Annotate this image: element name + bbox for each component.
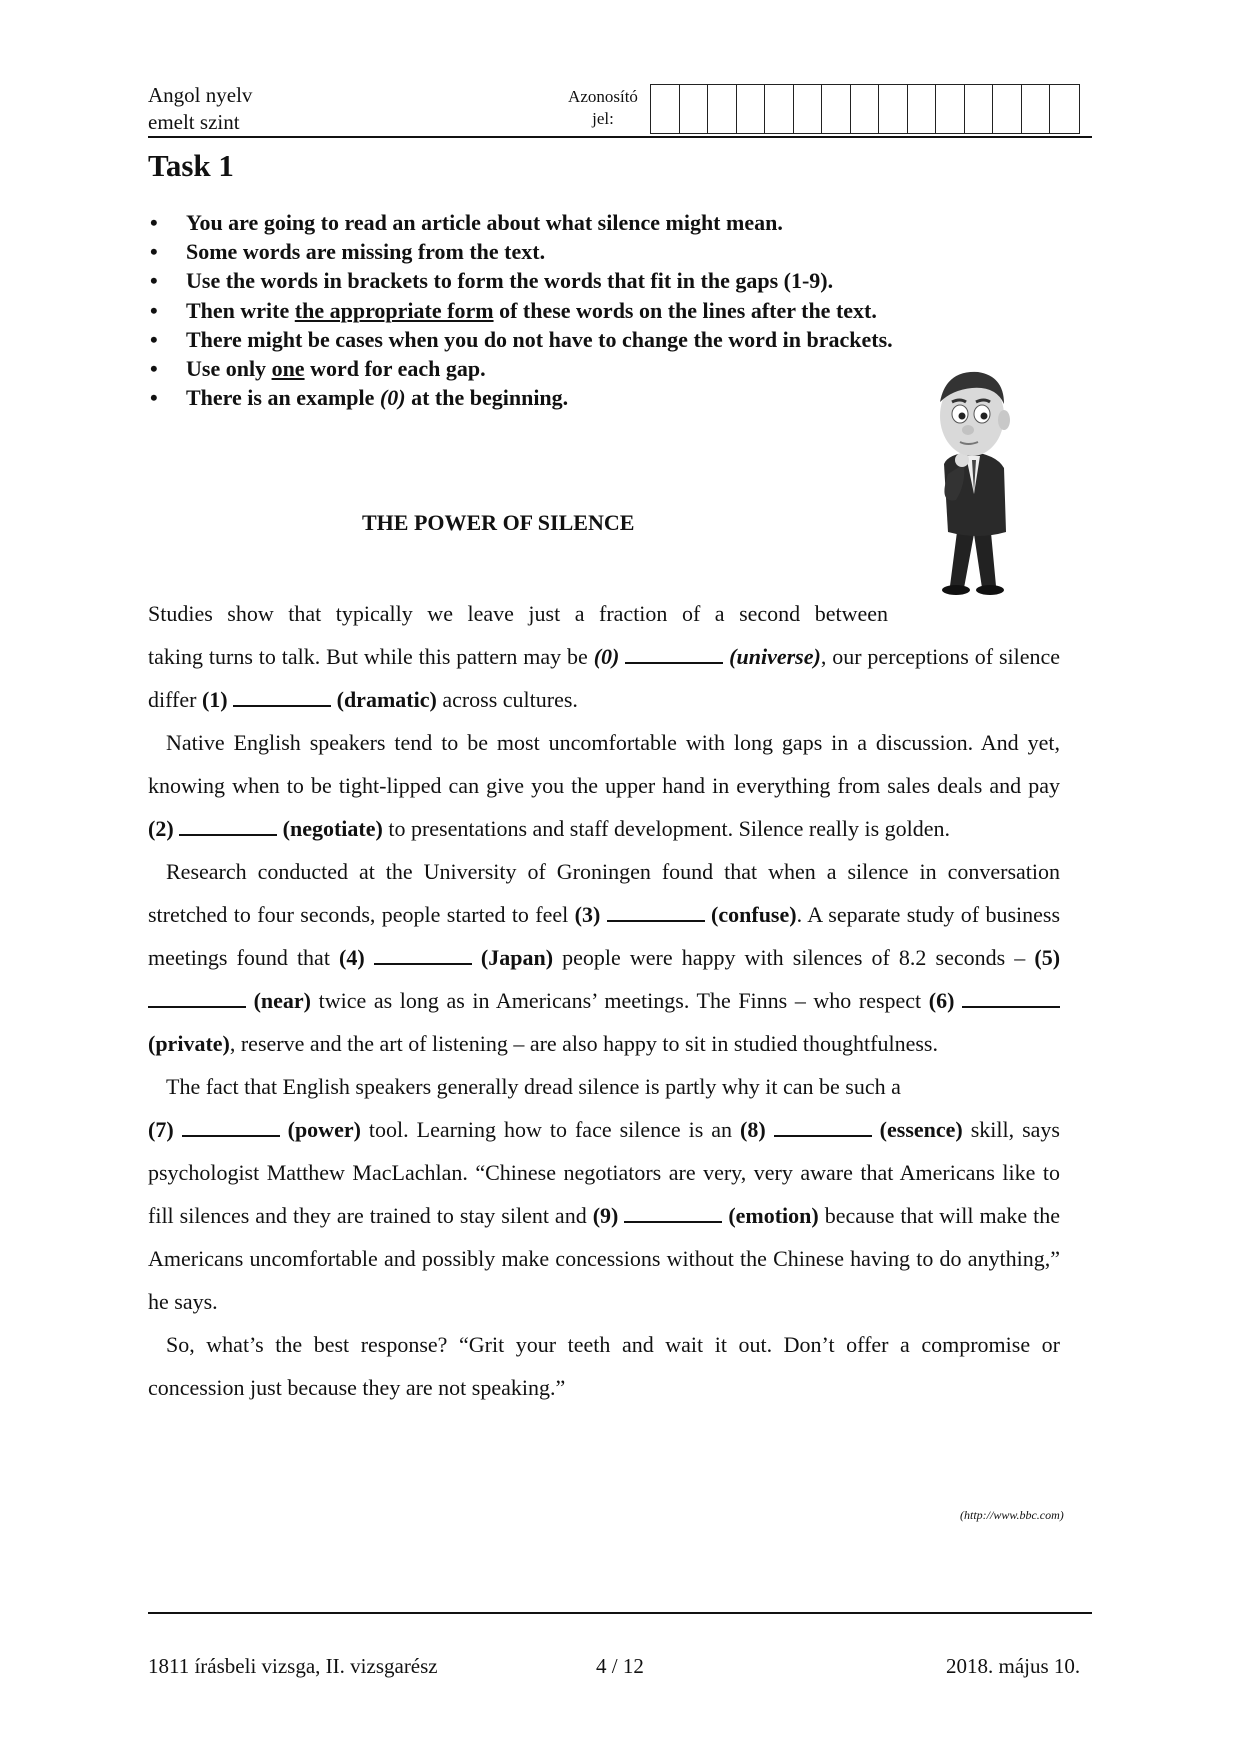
id-box[interactable] — [651, 85, 680, 133]
id-box[interactable] — [822, 85, 851, 133]
gap-label-1: (1) — [201, 687, 228, 712]
gap-label-5: (5) — [1034, 945, 1061, 970]
gap-word-2: (negotiate) — [282, 816, 383, 841]
id-label — [548, 86, 658, 130]
gap-word-0: (universe) — [729, 644, 821, 669]
instructions-list — [148, 208, 893, 412]
gap-word-6: (private) — [148, 1031, 230, 1056]
footer-rule — [148, 1612, 1092, 1614]
id-box[interactable] — [993, 85, 1022, 133]
gap-label-4: (4) — [339, 945, 365, 970]
id-box[interactable] — [908, 85, 937, 133]
footer-page-number: 4 / 12 — [596, 1654, 644, 1678]
id-label-line2: jel: — [592, 109, 614, 128]
id-box[interactable] — [680, 85, 709, 133]
paragraph-1: Studies show that typically we leave just a fraction of a second between taking turns to talk. But while this pattern may be (0) (universe), our perceptions of silence differ (1) (dramatic) across cultures. — [148, 601, 1061, 712]
footer-date: 2018. május 10. — [946, 1654, 1081, 1678]
gap-6-blank[interactable] — [962, 990, 1060, 1008]
gap-label-6: (6) — [928, 988, 955, 1013]
header-subject-block — [148, 82, 252, 136]
gap-word-3: (confuse) — [711, 902, 797, 927]
instruction-item: • Then write the appropriate form of these words on the lines after the text. — [148, 296, 893, 325]
gap-word-4: (Japan) — [480, 945, 554, 970]
gap-word-1: (dramatic) — [336, 687, 437, 712]
gap-label-3: (3) — [574, 902, 601, 927]
id-box[interactable] — [936, 85, 965, 133]
gap-word-8: (essence) — [879, 1117, 963, 1142]
gap-0-blank[interactable] — [625, 646, 723, 664]
gap-word-7: (power) — [287, 1117, 361, 1142]
id-box[interactable] — [765, 85, 794, 133]
header-subject: Angol nyelv — [148, 83, 253, 107]
id-box[interactable] — [879, 85, 908, 133]
instruction-item: • Some words are missing from the text. — [148, 237, 893, 266]
task-title: Task 1 — [148, 148, 234, 183]
instruction-item: • There might be cases when you do not have to change the word in brackets. — [148, 325, 893, 354]
article-body — [148, 592, 1060, 1409]
id-box[interactable] — [737, 85, 766, 133]
id-box[interactable] — [708, 85, 737, 133]
id-box[interactable] — [1050, 85, 1079, 133]
article-title: THE POWER OF SILENCE — [362, 510, 635, 535]
id-box[interactable] — [1022, 85, 1051, 133]
gap-label-7: (7) — [148, 1117, 174, 1142]
gap-3-blank[interactable] — [607, 904, 705, 922]
paragraph-3: Research conducted at the University of Groningen found that when a silence in conversation stretched to four seconds, people started to feel (3) (confuse). A separate study of business meetings found that (4) (Japan) people were happy with silences of 8.2 seconds – (5) (near) twice as long as in Americans’ meetings. The Finns – who respect (6) (private), reserve and the art of listening – are also happy to sit in studied thoughtfulness. — [148, 859, 1061, 1056]
gap-1-blank[interactable] — [233, 689, 331, 707]
gap-5-blank[interactable] — [148, 990, 246, 1008]
gap-9-blank[interactable] — [624, 1205, 722, 1223]
paragraph-5: So, what’s the best response? “Grit your teeth and wait it out. Don’t offer a compromise or concession just because they are not speaking.” — [148, 1332, 1060, 1400]
gap-label-9: (9) — [592, 1203, 619, 1228]
instruction-item: • Use the words in brackets to form the words that fit in the gaps (1-9). — [148, 266, 893, 295]
id-box[interactable] — [851, 85, 880, 133]
gap-label-0: (0) — [593, 644, 620, 669]
paragraph-4: The fact that English speakers generally dread silence is partly why it can be such a (7) (power) tool. Learning how to face silence is an (8) (essence) skill, says psychologist Matthew MacLachlan. “Chinese negotiators are very, very aware that Americans like to fill silences and they are trained to stay silent and (9) (emotion) because that will make the Americans uncomfortable and possibly make concessions without the Chinese having to do anything,” he says. — [148, 1074, 1060, 1314]
id-box[interactable] — [794, 85, 823, 133]
thinking-man-illustration — [908, 364, 1048, 604]
gap-label-8: (8) — [740, 1117, 766, 1142]
paragraph-2: Native English speakers tend to be most uncomfortable with long gaps in a discussion. And yet, knowing when to be tight-lipped can give you the upper hand in everything from sales deals and pay (2) (negotiate) to presentations and staff development. Silence really is golden. — [148, 730, 1060, 841]
id-code-boxes — [650, 84, 1080, 134]
id-box[interactable] — [965, 85, 994, 133]
gap-8-blank[interactable] — [774, 1119, 872, 1137]
instruction-item: • There is an example (0) at the beginning. — [148, 383, 893, 412]
header-level: emelt szint — [148, 110, 240, 134]
header-rule — [148, 136, 1092, 138]
instruction-item: • You are going to read an article about what silence might mean. — [148, 208, 893, 237]
instruction-item: • Use only one word for each gap. — [148, 354, 893, 383]
gap-4-blank[interactable] — [374, 947, 472, 965]
gap-word-5: (near) — [253, 988, 312, 1013]
gap-2-blank[interactable] — [179, 818, 277, 836]
gap-7-blank[interactable] — [182, 1119, 280, 1137]
source-citation: (http://www.bbc.com) — [960, 1508, 1064, 1522]
footer-exam-name: 1811 írásbeli vizsga, II. vizsgarész — [148, 1654, 438, 1678]
gap-word-9: (emotion) — [728, 1203, 819, 1228]
gap-label-2: (2) — [148, 816, 174, 841]
id-label-line1: Azonosító — [568, 87, 638, 106]
